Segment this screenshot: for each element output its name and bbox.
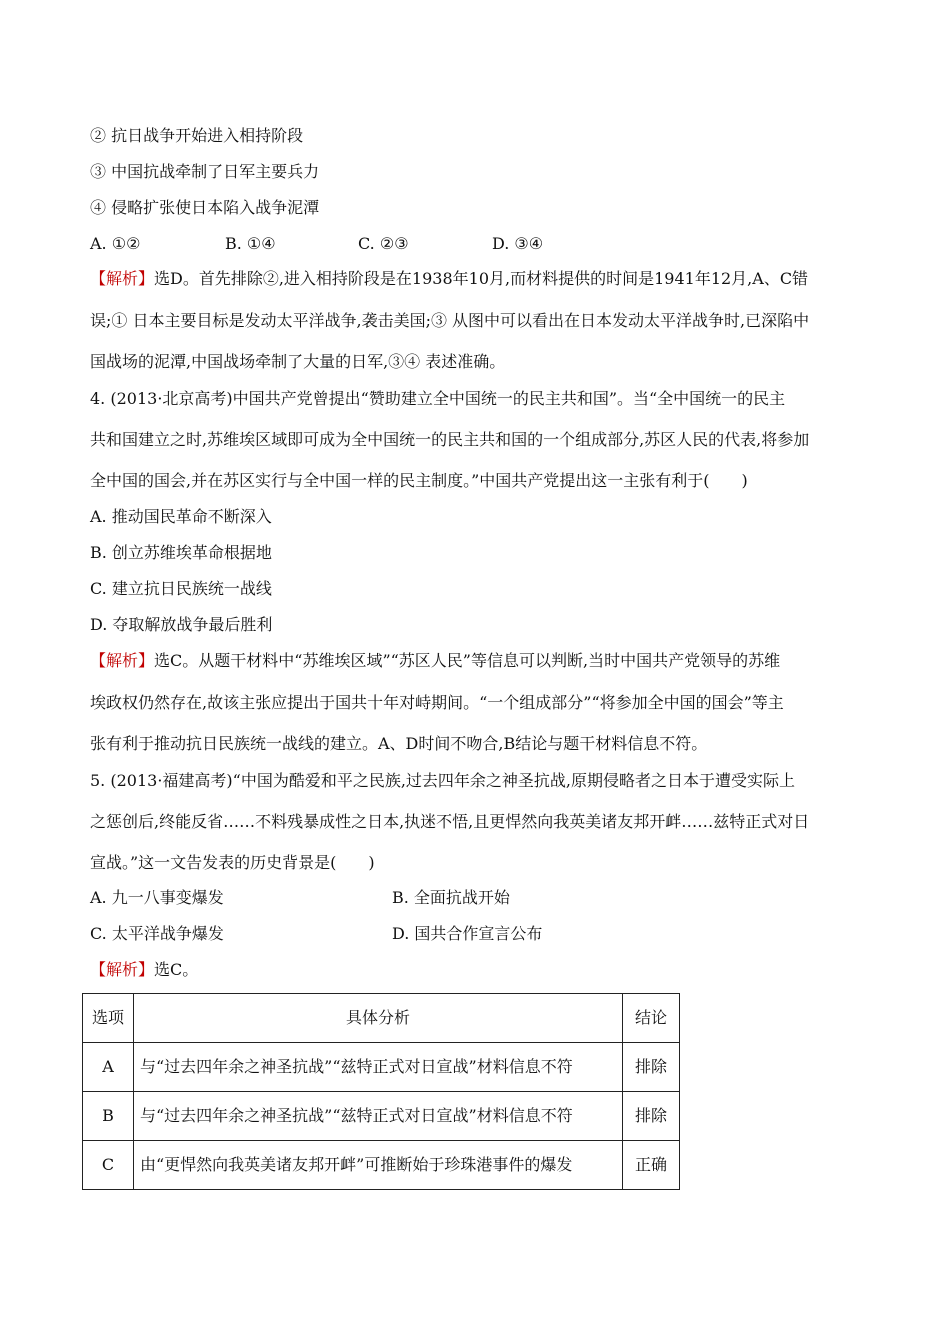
table-cell-option: B <box>83 1092 134 1141</box>
q3-option-a: A. ①② <box>90 234 141 253</box>
q5-analysis-text: 选C。 <box>154 960 199 979</box>
q5-option-c: C. 太平洋战争爆发 <box>90 924 224 943</box>
table-header-row <box>83 994 680 1043</box>
table-cell-conclusion: 排除 <box>623 1092 680 1141</box>
table-header-analysis: 具体分析 <box>134 994 623 1043</box>
table-cell-option: A <box>83 1043 134 1092</box>
table-cell-conclusion: 排除 <box>623 1043 680 1092</box>
q5-stem-line-1: 5. (2013·福建高考)“中国为酷爱和平之民族,过去四年余之神圣抗战,原期侵略者之日本于遭受实际上 <box>90 771 795 790</box>
q3-item-3: ③ 中国抗战牵制了日军主要兵力 <box>90 162 320 181</box>
q3-analysis-text-1: 选D。首先排除②,进入相持阶段是在1938年10月,而材料提供的时间是1941年12月,A、C错 <box>154 269 809 288</box>
table-cell-analysis: 由“更悍然向我英美诸友邦开衅”可推断始于珍珠港事件的爆发 <box>134 1141 623 1190</box>
q5-option-b: B. 全面抗战开始 <box>392 888 510 907</box>
q5-option-d: D. 国共合作宣言公布 <box>392 924 543 943</box>
q4-option-d: D. 夺取解放战争最后胜利 <box>90 615 273 634</box>
q4-stem-line-1: 4. (2013·北京高考)中国共产党曾提出“赞助建立全中国统一的民主共和国”。当“全中国统一的民主 <box>90 389 786 408</box>
q4-stem-line-2: 共和国建立之时,苏维埃区域即可成为全中国统一的民主共和国的一个组成部分,苏区人民的代表,将参加 <box>90 430 810 449</box>
q5-analysis-tag: 【解析】 <box>90 960 155 979</box>
q4-option-b: B. 创立苏维埃革命根据地 <box>90 543 272 562</box>
q3-option-c: C. ②③ <box>358 234 409 253</box>
q3-option-b: B. ①④ <box>225 234 276 253</box>
table-cell-analysis: 与“过去四年余之神圣抗战”“兹特正式对日宣战”材料信息不符 <box>134 1092 623 1141</box>
table-cell-analysis: 与“过去四年余之神圣抗战”“兹特正式对日宣战”材料信息不符 <box>134 1043 623 1092</box>
q4-analysis-text-1: 选C。从题干材料中“苏维埃区域”“苏区人民”等信息可以判断,当时中国共产党领导的苏维 <box>154 651 781 670</box>
table-row <box>83 1141 680 1190</box>
q3-item-2: ② 抗日战争开始进入相持阶段 <box>90 126 304 145</box>
table-cell-conclusion: 正确 <box>623 1141 680 1190</box>
q3-item-4: ④ 侵略扩张使日本陷入战争泥潭 <box>90 198 320 217</box>
q3-analysis-line-2: 误;① 日本主要目标是发动太平洋战争,袭击美国;③ 从图中可以看出在日本发动太平洋战争时,已深陷中 <box>90 311 810 330</box>
q4-analysis-tag: 【解析】 <box>90 651 155 670</box>
q5-stem-line-3: 宣战。”这一文告发表的历史背景是( ) <box>90 853 375 872</box>
q3-analysis-line-1 <box>90 268 808 290</box>
q4-stem-line-3: 全中国的国会,并在苏区实行与全中国一样的民主制度。”中国共产党提出这一主张有利于( ) <box>90 471 748 490</box>
q5-analysis-line <box>90 959 198 981</box>
q4-analysis-line-1 <box>90 650 780 672</box>
table-row <box>83 1043 680 1092</box>
q4-option-a: A. 推动国民革命不断深入 <box>90 507 272 526</box>
analysis-table <box>82 993 680 1190</box>
q3-option-d: D. ③④ <box>492 234 544 253</box>
q5-option-a: A. 九一八事变爆发 <box>90 888 224 907</box>
table-row <box>83 1092 680 1141</box>
q4-option-c: C. 建立抗日民族统一战线 <box>90 579 272 598</box>
q3-analysis-line-3: 国战场的泥潭,中国战场牵制了大量的日军,③④ 表述准确。 <box>90 352 506 371</box>
q4-analysis-line-3: 张有利于推动抗日民族统一战线的建立。A、D时间不吻合,B结论与题干材料信息不符。 <box>90 734 708 753</box>
q5-stem-line-2: 之惩创后,终能反省……不料残暴成性之日本,执迷不悟,且更悍然向我英美诸友邦开衅……兹特正式对日 <box>90 812 810 831</box>
q4-analysis-line-2: 埃政权仍然存在,故该主张应提出于国共十年对峙期间。“一个组成部分”“将参加全中国的国会”等主 <box>90 693 784 712</box>
table-cell-option: C <box>83 1141 134 1190</box>
table-header-conclusion: 结论 <box>623 994 680 1043</box>
table-header-option: 选项 <box>83 994 134 1043</box>
q3-analysis-tag: 【解析】 <box>90 269 155 288</box>
